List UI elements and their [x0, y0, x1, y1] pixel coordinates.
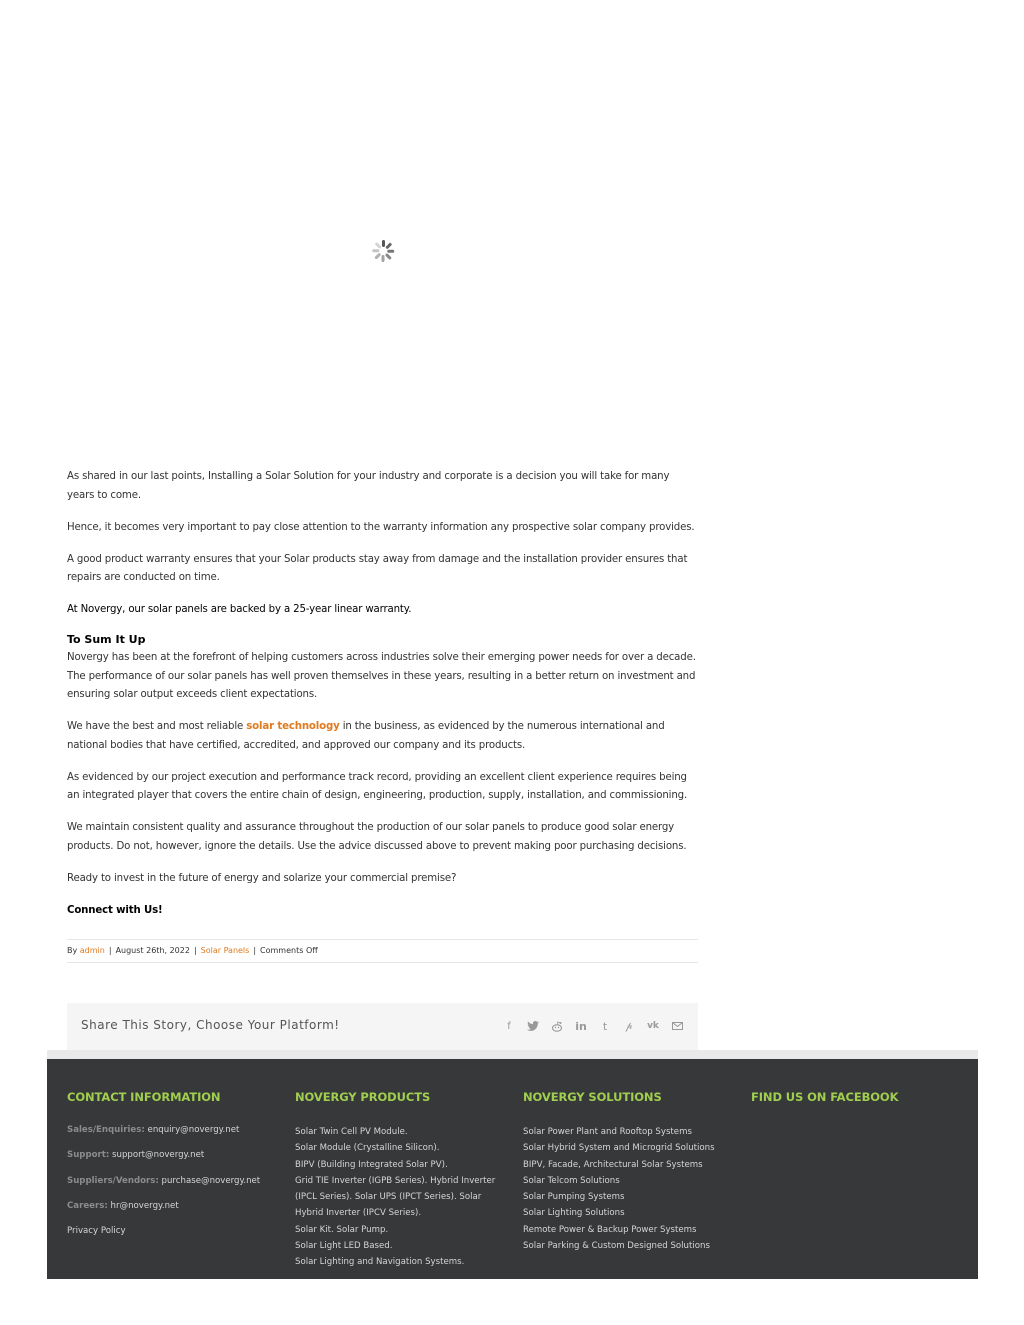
facebook-icon[interactable]: f [507, 1020, 511, 1032]
meta-separator: | [193, 946, 197, 955]
solar-technology-link[interactable]: solar technology [246, 721, 340, 732]
article-paragraph: Novergy has been at the forefront of helping customers across industries solve their emerging power needs for over a decade. The performance of our solar panels has well proven themselves in these years, resulting in a better return on investment and ensuring solar output exceeds client expectations. [67, 652, 696, 700]
section-heading: To Sum It Up [67, 633, 146, 646]
footer-products-title: NOVERGY PRODUCTS [295, 1090, 431, 1104]
footer-solutions-title: NOVERGY SOLUTIONS [523, 1090, 662, 1104]
footer-facebook-column [751, 1090, 961, 1124]
product-link[interactable]: Solar Twin Cell PV Module. [295, 1127, 408, 1137]
product-link[interactable]: Solar Kit. Solar Pump. [295, 1224, 389, 1235]
category-link[interactable]: Solar Panels [200, 946, 250, 955]
twitter-icon[interactable] [526, 1019, 540, 1033]
product-link[interactable]: Solar Module (Crystalline Silicon). [295, 1143, 440, 1154]
solution-link[interactable]: Remote Power & Backup Power Systems [523, 1224, 697, 1235]
meta-separator: | [253, 946, 257, 955]
reddit-icon[interactable] [550, 1019, 564, 1033]
product-link[interactable]: BIPV (Building Integrated Solar PV). [295, 1159, 448, 1170]
linkedin-icon[interactable]: in [575, 1019, 587, 1033]
footer-facebook-title: FIND US ON FACEBOOK [751, 1090, 899, 1104]
footer [47, 1059, 978, 1279]
contact-label: Careers: [67, 1200, 108, 1211]
contact-label: Support: [67, 1150, 110, 1161]
contact-careers [67, 1200, 287, 1212]
footer-solutions-column [523, 1090, 743, 1254]
solution-link[interactable]: Solar Power Plant and Rooftop Systems [523, 1127, 692, 1137]
product-link[interactable]: (IPCL Series). Solar UPS (IPCT Series). Solar [295, 1192, 482, 1203]
solution-link[interactable]: Solar Telcom Solutions [523, 1175, 620, 1186]
post-meta [67, 939, 698, 963]
footer-products-column [295, 1090, 510, 1271]
share-box [67, 1003, 698, 1050]
solution-link[interactable]: Solar Pumping Systems [523, 1192, 625, 1203]
contact-email[interactable]: hr@novergy.net [110, 1200, 179, 1211]
paragraph-text: in the business, as evidenced by the numerous international and national bodies that have certified, accredited, and approved our company and its products. [67, 721, 665, 751]
contact-support [67, 1149, 287, 1161]
comments-status: Comments Off [260, 946, 318, 955]
article-paragraph: Hence, it becomes very important to pay close attention to the warranty information any prospective solar company provides. [67, 521, 695, 533]
solution-link[interactable]: Solar Hybrid System and Microgrid Solutions [523, 1143, 715, 1154]
contact-email[interactable]: purchase@novergy.net [161, 1175, 261, 1186]
loading-spinner-icon [371, 239, 395, 263]
solution-link[interactable]: BIPV, Facade, Architectural Solar Systems [523, 1159, 703, 1170]
meta-by: By [67, 946, 78, 955]
article-paragraph: A good product warranty ensures that your Solar products stay away from damage and the installation provider ensures that repairs are conducted on time. [67, 553, 688, 583]
solution-link[interactable]: Solar Parking & Custom Designed Solutions [523, 1241, 710, 1252]
pinterest-icon[interactable]: 𝓅 [625, 1020, 633, 1032]
author-link[interactable]: admin [79, 946, 105, 955]
footer-contact-title: CONTACT INFORMATION [67, 1090, 221, 1104]
contact-label: Sales/Enquiries: [67, 1125, 145, 1135]
paragraph-text: We have the best and most reliable [67, 721, 247, 732]
footer-top-border [47, 1050, 978, 1059]
contact-sales [67, 1124, 287, 1136]
warranty-statement: At Novergy, our solar panels are backed by a 25-year linear warranty. [67, 604, 412, 615]
connect-cta: Connect with Us! [67, 904, 163, 916]
article-paragraph: As evidenced by our project execution and performance track record, providing an excellent client experience requires being an integrated player that covers the entire chain of design, engineering, production, supply, installation, and commissioning. [67, 771, 688, 801]
product-link[interactable]: Grid TIE Inverter (IGPB Series). Hybrid Inverter [295, 1175, 496, 1186]
article-paragraph [67, 718, 699, 755]
email-icon[interactable] [670, 1019, 684, 1033]
footer-contact-column [67, 1090, 287, 1250]
contact-email[interactable]: enquiry@novergy.net [147, 1125, 240, 1135]
privacy-policy-link[interactable]: Privacy Policy [67, 1226, 126, 1237]
product-link[interactable]: Solar Lighting and Navigation Systems. [295, 1257, 465, 1268]
contact-suppliers [67, 1175, 287, 1187]
article-content [67, 468, 699, 934]
product-link[interactable]: Solar Light LED Based. [295, 1241, 393, 1252]
tumblr-icon[interactable]: t [602, 1019, 608, 1033]
solution-link[interactable]: Solar Lighting Solutions [523, 1208, 625, 1219]
post-date: August 26th, 2022 [115, 946, 190, 955]
contact-email[interactable]: support@novergy.net [112, 1150, 205, 1161]
vk-icon[interactable]: vk [647, 1021, 659, 1031]
article-paragraph: As shared in our last points, Installing a Solar Solution for your industry and corporate is a decision you will take for many years to come. [67, 471, 670, 501]
share-icons [502, 1019, 684, 1033]
article-paragraph: Ready to invest in the future of energy and solarize your commercial premise? [67, 872, 457, 884]
share-title: Share This Story, Choose Your Platform! [81, 1018, 340, 1032]
meta-separator: | [108, 946, 112, 955]
product-link[interactable]: Hybrid Inverter (IPCV Series). [295, 1208, 422, 1219]
article-paragraph: We maintain consistent quality and assurance throughout the production of our solar panels to produce good solar energy products. Do not, however, ignore the details. Use the advice discussed above to prevent making poor purchasing decisions. [67, 822, 687, 852]
contact-label: Suppliers/Vendors: [67, 1175, 159, 1186]
